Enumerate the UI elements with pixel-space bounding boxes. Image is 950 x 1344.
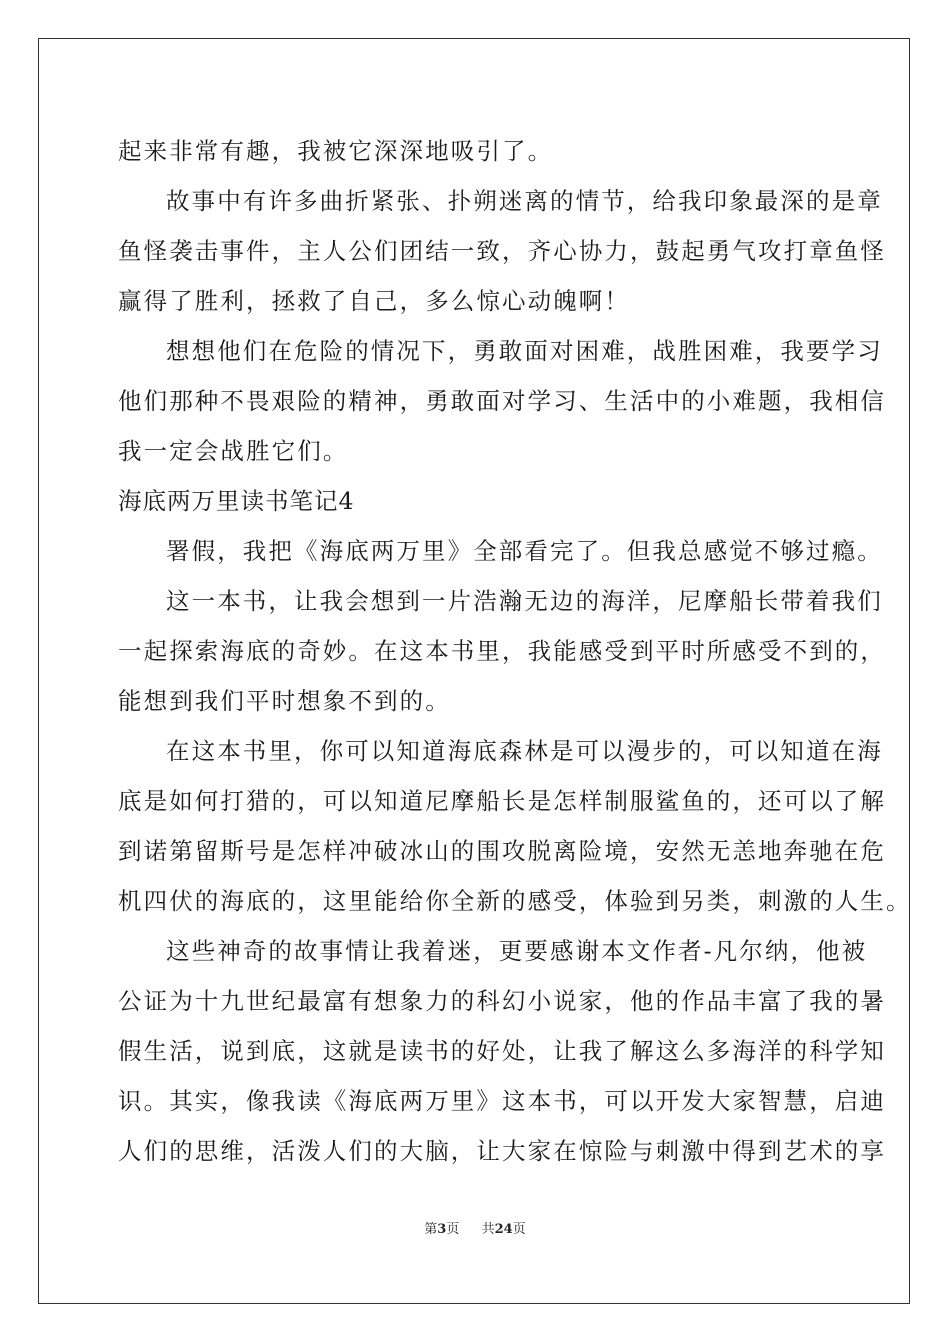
page-footer xyxy=(0,1218,950,1237)
page-number: 3 xyxy=(437,1222,447,1237)
page-suffix: 页 xyxy=(446,1222,460,1237)
text-line: 在这本书里，你可以知道海底森林是可以漫步的，可以知道在海 xyxy=(166,737,883,765)
text-line: 机四伏的海底的，这里能给你全新的感受，体验到另类，刺激的人生。 xyxy=(118,887,912,915)
text-line: 人们的思维，活泼人们的大脑，让大家在惊险与刺激中得到艺术的享 xyxy=(118,1137,886,1165)
text-line: 这一本书，让我会想到一片浩瀚无边的海洋，尼摩船长带着我们 xyxy=(166,587,883,615)
text-line: 署假，我把《海底两万里》全部看完了。但我总感觉不够过瘾。 xyxy=(166,537,883,565)
total-prefix: 共 xyxy=(481,1222,495,1237)
page-prefix: 第 xyxy=(424,1222,438,1237)
text-line: 故事中有许多曲折紧张、扑朔迷离的情节，给我印象最深的是章 xyxy=(166,187,883,215)
text-line: 识。其实，像我读《海底两万里》这本书，可以开发大家智慧，启迪 xyxy=(118,1087,886,1115)
text-line: 我一定会战胜它们。 xyxy=(118,437,349,465)
total-pages-indicator xyxy=(482,1218,526,1237)
text-line: 他们那种不畏艰险的精神，勇敢面对学习、生活中的小难题，我相信 xyxy=(118,387,886,415)
text-line: 鱼怪袭击事件，主人公们团结一致，齐心协力，鼓起勇气攻打章鱼怪 xyxy=(118,237,886,265)
page-indicator xyxy=(424,1218,459,1237)
text-line: 赢得了胜利，拯救了自己，多么惊心动魄啊！ xyxy=(118,287,630,315)
text-line: 想想他们在危险的情况下，勇敢面对困难，战胜困难，我要学习 xyxy=(166,337,883,365)
text-line: 到诺第留斯号是怎样冲破冰山的围攻脱离险境，安然无恙地奔驰在危 xyxy=(118,837,886,865)
total-suffix: 页 xyxy=(512,1222,526,1237)
document-body xyxy=(118,126,912,1176)
section-heading: 海底两万里读书笔记4 xyxy=(118,487,355,515)
total-pages: 24 xyxy=(494,1222,513,1237)
text-line: 假生活，说到底，这就是读书的好处，让我了解这么多海洋的科学知 xyxy=(118,1037,886,1065)
text-line: 底是如何打猎的，可以知道尼摩船长是怎样制服鲨鱼的，还可以了解 xyxy=(118,787,886,815)
text-line: 一起探索海底的奇妙。在这本书里，我能感受到平时所感受不到的， xyxy=(118,637,886,665)
text-line: 能想到我们平时想象不到的。 xyxy=(118,687,451,715)
text-line: 这些神奇的故事情让我着迷，更要感谢本文作者-凡尔纳，他被 xyxy=(166,937,868,965)
text-line: 起来非常有趣，我被它深深地吸引了。 xyxy=(118,137,554,165)
text-line: 公证为十九世纪最富有想象力的科幻小说家，他的作品丰富了我的暑 xyxy=(118,987,886,1015)
